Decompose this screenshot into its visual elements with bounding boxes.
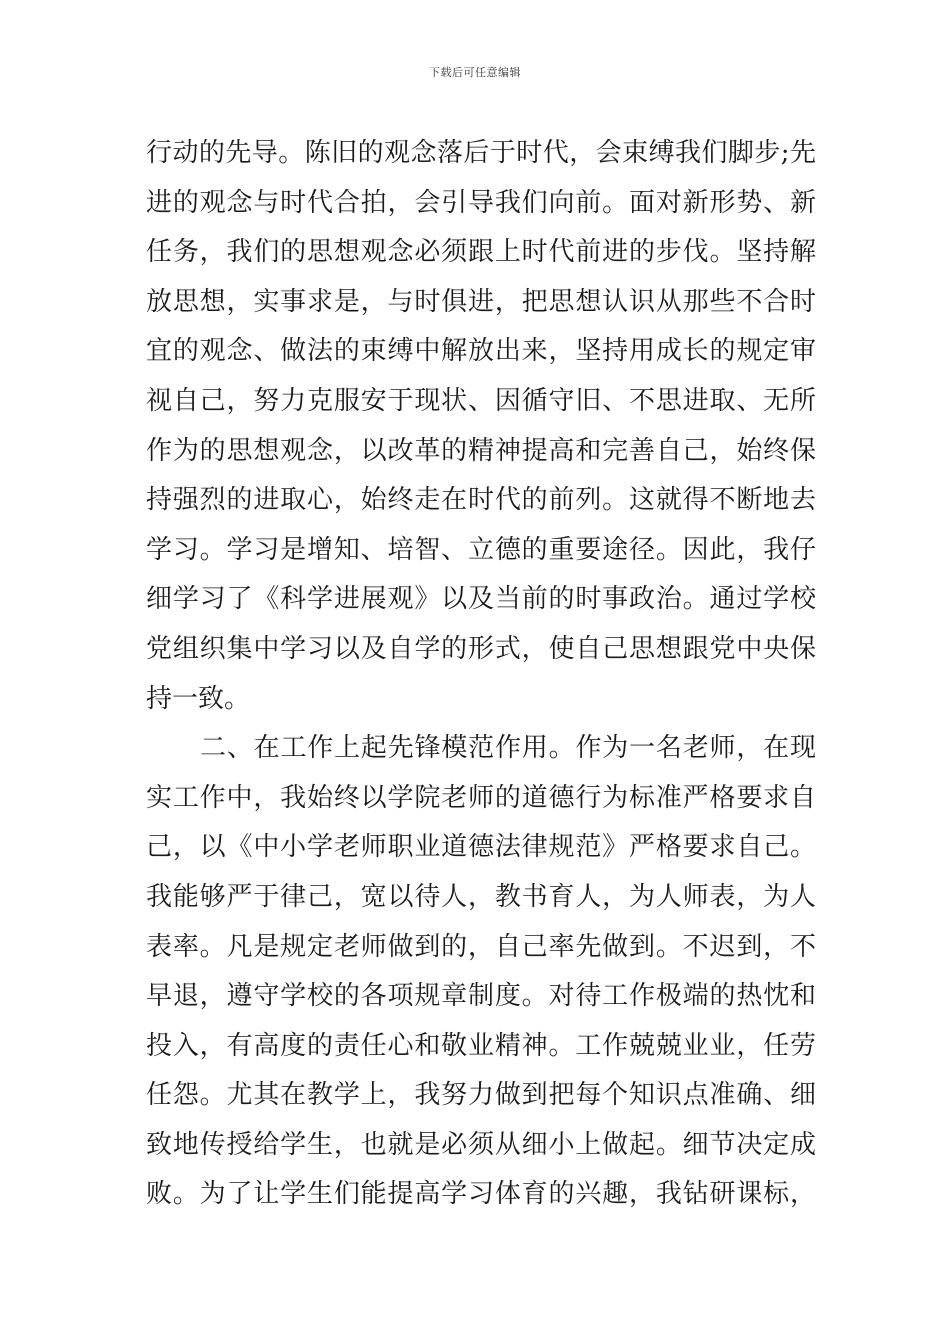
document-body xyxy=(146,129,816,1220)
text-line: 作为的思想观念，以改革的精神提高和完善自己，始终保 xyxy=(146,435,816,466)
text-line: 党组织集中学习以及自学的形式，使自己思想跟党中央保 xyxy=(146,633,816,664)
text-line: 视自己，努力克服安于现状、因循守旧、不思进取、无所 xyxy=(146,385,816,416)
text-line: 细学习了《科学进展观》以及当前的时事政治。通过学校 xyxy=(146,584,816,615)
text-line: 任务，我们的思想观念必须跟上时代前进的步伐。坚持解 xyxy=(146,237,816,268)
text-line: 二、在工作上起先锋模范作用。作为一名老师，在现 xyxy=(200,733,816,764)
text-line: 表率。凡是规定老师做到的，自己率先做到。不迟到，不 xyxy=(146,931,816,962)
text-line: 投入，有高度的责任心和敬业精神。工作兢兢业业，任劳 xyxy=(146,1030,816,1061)
text-line: 早退，遵守学校的各项规章制度。对待工作极端的热忱和 xyxy=(146,981,816,1012)
text-line: 行动的先导。陈旧的观念落后于时代，会束缚我们脚步;先 xyxy=(146,138,816,168)
text-line: 进的观念与时代合拍，会引导我们向前。面对新形势、新 xyxy=(146,187,816,218)
text-line: 败。为了让学生们能提高学习体育的兴趣，我钻研课标， xyxy=(146,1179,816,1210)
text-line: 己，以《中小学老师职业道德法律规范》严格要求自己。 xyxy=(146,832,816,863)
text-line: 我能够严于律己，宽以待人，教书育人，为人师表，为人 xyxy=(146,881,816,912)
page-header: 下载后可任意编辑 xyxy=(429,66,521,79)
text-line: 持一致。 xyxy=(146,683,251,714)
text-line: 持强烈的进取心，始终走在时代的前列。这就得不断地去 xyxy=(146,485,816,516)
text-line: 任怨。尤其在教学上，我努力做到把每个知识点准确、细 xyxy=(146,1080,816,1111)
text-line: 实工作中，我始终以学院老师的道德行为标准严格要求自 xyxy=(146,782,816,813)
text-line: 致地传授给学生，也就是必须从细小上做起。细节决定成 xyxy=(146,1129,816,1160)
text-line: 放思想，实事求是，与时俱进，把思想认识从那些不合时 xyxy=(146,286,816,317)
text-line: 学习。学习是增知、培智、立德的重要途径。因此，我仔 xyxy=(146,534,816,565)
text-line: 宜的观念、做法的束缚中解放出来，坚持用成长的规定审 xyxy=(146,336,816,367)
